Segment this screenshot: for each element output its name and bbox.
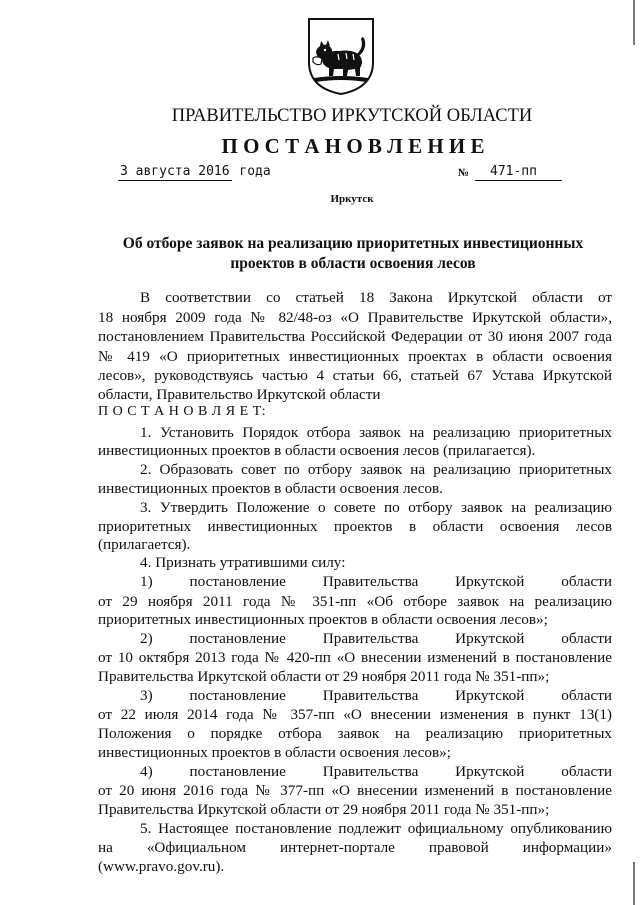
clause-2-line: 2. Образовать совет по отбору заявок на реализацию приоритетных [140,461,612,478]
city-name: Иркутск [330,193,374,205]
clause-5-line: 5. Настоящее постановление подлежит официальному опубликованию [140,820,612,837]
clause-3-line: приоритетных инвестиционных проектов в области освоения лесов [98,518,612,535]
date-suffix: года [239,164,271,179]
resolves-heading: П О С Т А Н О В Л Я Е Т: [98,404,267,419]
preamble-line: 18 ноября 2009 года № 82/48-оз «О Правительстве Иркутской области», [98,309,612,326]
repeal-item-3-line: инвестиционных проектов в области освоения лесов»; [98,744,451,761]
clause-1-line: 1. Установить Порядок отбора заявок на реализацию приоритетных [140,424,612,441]
repeal-item-3-line: от 22 июля 2014 года № 357-пп «О внесении изменения в пункт 13(1) [98,706,612,723]
repeal-item-2-line: от 10 октября 2013 года № 420-пп «О внесении изменений в постановление [98,649,612,666]
document-type-heading: П О С Т А Н О В Л Е Н И Е [221,134,485,158]
scan-edge-bottom [633,862,635,905]
repeal-item-1-line: от 29 ноября 2011 года № 351-пп «Об отборе заявок на реализацию [98,593,612,610]
document-title-line-2: проектов в области освоения лесов [230,255,476,272]
coat-of-arms-icon [306,16,376,96]
government-name: ПРАВИТЕЛЬСТВО ИРКУТСКОЙ ОБЛАСТИ [171,106,533,126]
repeal-item-4-line: Правительства Иркутской области от 29 ноября 2011 года № 351-пп»; [98,801,550,818]
scan-edge-top [633,0,635,45]
repeal-item-4-line: 4) постановление Правительства Иркутской области [140,763,612,780]
document-number: 471-пп [475,163,562,181]
document-title-line-1: Об отборе заявок на реализацию приоритетных инвестиционных [122,235,584,252]
clause-2-line: инвестиционных проектов в области освоения лесов. [98,480,443,497]
clause-4-line: 4. Признать утратившими силу: [140,554,346,571]
clause-5-line: на «Официальном интернет-портале правовой информации» [98,839,612,856]
repeal-item-1-line: приоритетных инвестиционных проектов в области освоения лесов»; [98,611,548,628]
preamble-line: № 419 «О приоритетных инвестиционных проектах в области освоения [98,348,612,365]
repeal-item-2-line: 2) постановление Правительства Иркутской области [140,630,612,647]
repeal-item-3-line: 3) постановление Правительства Иркутской области [140,687,612,704]
preamble-line: лесов», руководствуясь частью 4 статьи 66, статьей 67 Устава Иркутской [98,367,612,384]
preamble-line: В соответствии со статьей 18 Закона Иркутской области от [140,289,612,306]
clause-5-line: (www.pravo.gov.ru). [98,858,225,875]
repeal-item-4-line: от 20 июня 2016 года № 377-пп «О внесении изменений в постановление [98,782,612,799]
number-sign: № [458,167,470,179]
clause-3-line: 3. Утвердить Положение о совете по отбору заявок на реализацию [140,499,612,516]
date-value: 3 августа 2016 [120,164,230,179]
document-date [118,163,271,180]
clause-1-line: инвестиционных проектов в области освоения лесов (прилагается). [98,442,536,459]
clause-3-line: (прилагается). [98,536,191,553]
preamble-line: области, Правительство Иркутской области [98,386,381,403]
repeal-item-3-line: Положения о порядке отбора заявок на реализацию приоритетных [98,725,612,742]
repeal-item-2-line: Правительства Иркутской области от 29 ноября 2011 года № 351-пп»; [98,668,550,685]
repeal-item-1-line: 1) постановление Правительства Иркутской области [140,573,612,590]
preamble-line: постановлением Правительства Российской Федерации от 30 июня 2007 года [98,328,612,345]
